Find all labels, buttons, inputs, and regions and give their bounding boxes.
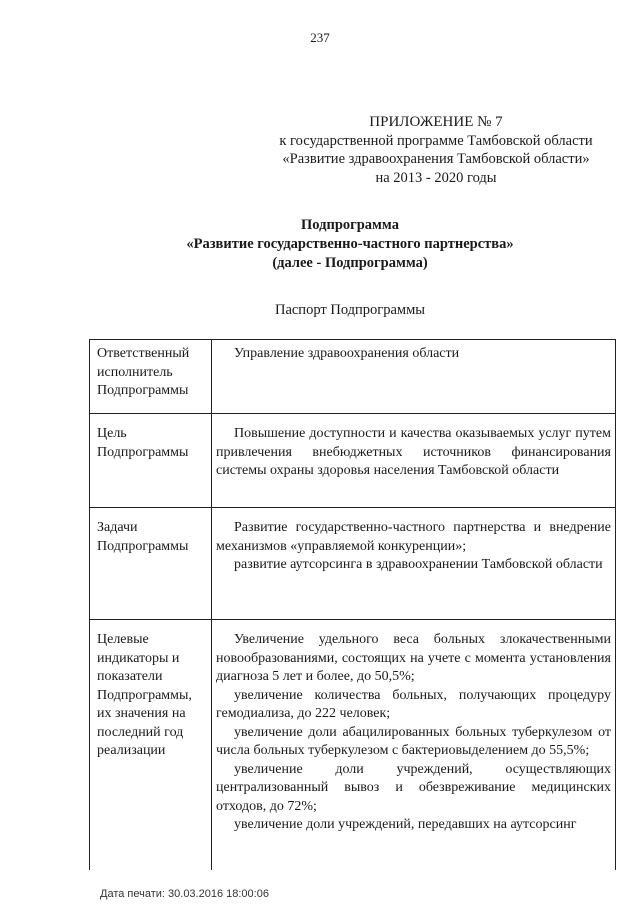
row-label-line: Подпрограммы: [97, 383, 189, 398]
row-label-line: Цель: [97, 426, 127, 441]
row-label-line: Целевые: [97, 632, 149, 647]
row-label: [90, 508, 212, 620]
row-label-line: исполнитель: [97, 364, 173, 380]
row-label: [90, 414, 212, 508]
row-content: [212, 414, 616, 508]
table-row: [90, 340, 616, 414]
row-label-line: Ответственный: [97, 346, 190, 361]
appendix-header: [262, 113, 610, 187]
row-label-line: последний год: [97, 724, 184, 740]
row-paragraph: Повышение доступности и качества оказываемых услуг путем привлечения внебюджетных источников финансирования системы охраны здоровья населения Тамбовской области: [216, 426, 611, 478]
appendix-program-line: к государственной программе Тамбовской области: [279, 132, 593, 149]
appendix-years: на 2013 - 2020 годы: [375, 169, 497, 186]
row-label-line: Подпрограммы: [97, 444, 189, 460]
subprogram-title: [0, 216, 640, 273]
passport-table: [89, 339, 616, 870]
row-paragraph: Увеличение удельного веса больных злокачественными новообразованиями, состоящих на учете с момента установления диагноза 5 лет и более, до 50,5%;: [216, 632, 611, 684]
table-row: [90, 508, 616, 620]
subprogram-name: «Развитие государственно-частного партнерства»: [186, 236, 514, 252]
row-paragraph: увеличение количества больных, получающих процедуру гемодиализа, до 222 человек;: [216, 687, 611, 721]
row-paragraph: увеличение доли учреждений, осуществляющих централизованный вывоз и обезвреживание медицинских отходов, до 72%;: [216, 761, 611, 814]
row-content: [212, 508, 616, 620]
subprogram-note: (далее - Подпрограмма): [272, 255, 428, 271]
appendix-title: ПРИЛОЖЕНИЕ № 7: [369, 114, 503, 130]
row-paragraph: развитие аутсорсинга в здравоохранении Тамбовской области: [234, 557, 603, 572]
row-label-line: Задачи: [97, 520, 138, 535]
row-label-line: реализации: [97, 743, 166, 758]
row-paragraph: Управление здравоохранения области: [234, 346, 460, 361]
row-label-line: индикаторы и: [97, 650, 180, 666]
row-label: [90, 620, 212, 870]
row-label-line: показатели: [97, 669, 163, 684]
row-paragraph: увеличение доли абацилированных больных туберкулезом от числа больных туберкулезом с бактериовыделением до 55,5%;: [216, 724, 611, 758]
row-content: [212, 620, 616, 870]
passport-title: Паспорт Подпрограммы: [274, 302, 426, 318]
row-label-line: Подпрограммы: [97, 538, 189, 554]
row-paragraph: увеличение доли учреждений, передавших на аутсорсинг: [234, 817, 577, 832]
table-row: [90, 620, 616, 870]
row-content: [212, 340, 616, 414]
print-date-footer: Дата печати: 30.03.2016 18:00:06: [100, 888, 269, 900]
subprogram-label: Подпрограмма: [301, 217, 399, 233]
appendix-program-name: «Развитие здравоохранения Тамбовской области»: [282, 151, 590, 167]
table-row: [90, 414, 616, 508]
row-paragraph: Развитие государственно-частного партнерства и внедрение механизмов «управляемой конкуренции»;: [216, 520, 611, 554]
row-label: [90, 340, 212, 414]
row-label-line: их значения на: [97, 706, 186, 721]
page-number: 237: [310, 30, 330, 45]
row-label-line: Подпрограммы,: [97, 687, 192, 703]
